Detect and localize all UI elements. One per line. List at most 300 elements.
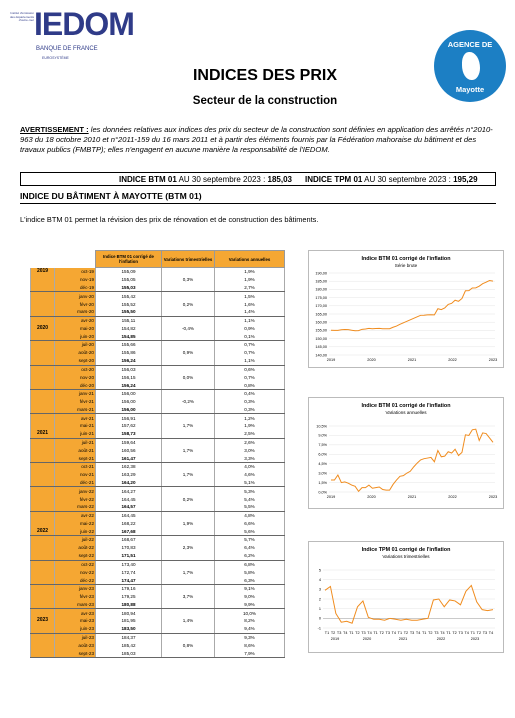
table-cell-month: nov-22 <box>55 568 96 576</box>
table-cell-value: 171,51 <box>96 552 162 560</box>
y-tick-label: 10,5% <box>316 424 327 429</box>
table-row <box>31 284 285 292</box>
table-cell-month: mai-23 <box>55 617 96 625</box>
table-cell-value: 156,24 <box>96 381 162 389</box>
table-row <box>31 373 285 381</box>
table-cell-quarterly: 2,3% <box>162 544 215 552</box>
table-cell-month: avr-22 <box>55 511 96 519</box>
table-cell-year: 2023 <box>31 617 55 625</box>
table-cell-value: 155,52 <box>96 300 162 308</box>
x-group-label: 2022 <box>436 637 446 641</box>
table-cell-annual: 1,9% <box>215 276 285 284</box>
table-cell-quarterly: 3,7% <box>162 593 215 601</box>
table-cell-year <box>31 341 55 349</box>
table-cell-year <box>31 316 55 324</box>
table-cell-annual: 5,6% <box>215 528 285 536</box>
y-tick-label: 7,5% <box>318 443 327 448</box>
table-row <box>31 617 285 625</box>
table-row <box>31 609 285 617</box>
table-cell-quarterly <box>162 284 215 292</box>
table-cell-year <box>31 552 55 560</box>
table-row <box>31 495 285 503</box>
table-cell-year <box>31 398 55 406</box>
table-cell-quarterly <box>162 463 215 471</box>
table-cell-annual: 5,8% <box>215 568 285 576</box>
table-row <box>31 544 285 552</box>
table-cell-value: 155,03 <box>96 284 162 292</box>
table-cell-month: mars-23 <box>55 601 96 609</box>
y-tick-label: 190,00 <box>315 271 327 276</box>
table-cell-quarterly <box>162 454 215 462</box>
warning-text <box>20 125 498 155</box>
x-tick-label: T2 <box>403 631 409 635</box>
x-tick-label: T4 <box>415 631 421 635</box>
table-cell-month: mai-21 <box>55 422 96 430</box>
table-row <box>31 438 285 446</box>
table-cell-annual: 5,7% <box>215 536 285 544</box>
table-cell-year: 2019 <box>31 268 55 276</box>
table-cell-annual: 1,5% <box>215 292 285 300</box>
table-row <box>31 463 285 471</box>
tpm-summary <box>305 175 478 184</box>
table-cell-value: 180,94 <box>96 609 162 617</box>
table-row <box>31 528 285 536</box>
x-tick-label: 2022 <box>448 495 457 499</box>
table-cell-year <box>31 544 55 552</box>
table-cell-month: juin-23 <box>55 625 96 633</box>
table-row <box>31 503 285 511</box>
x-tick-label: T4 <box>440 631 445 635</box>
table-row <box>31 357 285 365</box>
table-cell-month: sept-20 <box>55 357 96 365</box>
page-title: INDICES DES PRIX <box>192 67 338 84</box>
table-cell-month: juil-22 <box>55 536 96 544</box>
table-cell-value: 170,83 <box>96 544 162 552</box>
y-tick-label: 165,00 <box>315 312 327 317</box>
table-cell-year <box>31 292 55 300</box>
table-cell-year <box>31 333 55 341</box>
btm-date: AU 30 septembre 2023 : <box>176 175 268 184</box>
y-tick-label: 150,00 <box>315 336 327 341</box>
table-cell-annual: 1,9% <box>215 422 285 430</box>
chart-subtitle: Série brute <box>394 263 418 268</box>
table-row <box>31 276 285 284</box>
table-cell-year <box>31 454 55 462</box>
table-cell-quarterly <box>162 365 215 373</box>
chart-btm-raw <box>308 250 504 368</box>
table-cell-value: 168,67 <box>96 536 162 544</box>
table-cell-year <box>31 609 55 617</box>
chart-tpm-quarterly <box>308 541 504 653</box>
table-cell-quarterly <box>162 584 215 592</box>
table-cell-annual: 6,6% <box>215 519 285 527</box>
table-cell-value: 156,15 <box>96 373 162 381</box>
x-tick-label: 2019 <box>326 358 336 362</box>
table-cell-value: 155,11 <box>96 316 162 324</box>
table-cell-year <box>31 406 55 414</box>
table-cell-quarterly <box>162 487 215 495</box>
x-tick-label: T2 <box>476 631 482 635</box>
table-cell-year <box>31 625 55 633</box>
table-row <box>31 333 285 341</box>
x-tick-label: T4 <box>488 631 494 635</box>
table-cell-value: 155,86 <box>96 349 162 357</box>
x-tick-label: T2 <box>355 631 360 635</box>
warning-label: AVERTISSEMENT : <box>20 125 89 134</box>
table-cell-quarterly <box>162 633 215 641</box>
table-row <box>31 316 285 324</box>
table-cell-value: 179,25 <box>96 593 162 601</box>
table-cell-quarterly <box>162 649 215 657</box>
x-tick-label: T2 <box>379 631 384 635</box>
table-cell-value: 156,24 <box>96 357 162 365</box>
table-row <box>31 593 285 601</box>
table-cell-year <box>31 560 55 568</box>
table-row <box>31 300 285 308</box>
table-cell-annual: 4,8% <box>215 511 285 519</box>
table-cell-month: déc-22 <box>55 576 96 584</box>
y-tick-label: 170,00 <box>315 304 327 309</box>
table-cell-value: 155,66 <box>96 341 162 349</box>
table-row <box>31 454 285 462</box>
table-cell-annual: 9,4% <box>215 625 285 633</box>
table-cell-annual: 0,4% <box>215 389 285 397</box>
table-cell-quarterly <box>162 414 215 422</box>
x-group-label: 2021 <box>398 637 408 641</box>
table-row <box>31 576 285 584</box>
table-cell-value: 156,00 <box>96 406 162 414</box>
table-cell-annual: 9,1% <box>215 584 285 592</box>
table-cell-value: 154,85 <box>96 333 162 341</box>
table-cell-month: avr-20 <box>55 316 96 324</box>
table-cell-annual: 1,6% <box>215 300 285 308</box>
series-line <box>331 429 493 491</box>
y-tick-label: 160,00 <box>315 320 327 325</box>
table-cell-year <box>31 593 55 601</box>
table-row <box>31 422 285 430</box>
table-cell-month: juil-23 <box>55 633 96 641</box>
btm-value: 185,03 <box>267 175 292 184</box>
agence-line2: Mayotte <box>455 85 485 94</box>
table-cell-annual: 4,6% <box>215 471 285 479</box>
table-row <box>31 398 285 406</box>
table-cell-month: avr-23 <box>55 609 96 617</box>
table-cell-quarterly: 1,7% <box>162 422 215 430</box>
table-cell-year: 2020 <box>31 324 55 332</box>
table-cell-value: 160,56 <box>96 446 162 454</box>
table-row <box>31 324 285 332</box>
y-tick-label: 180,00 <box>315 287 327 292</box>
table-row <box>31 389 285 397</box>
table-cell-year: 2022 <box>31 528 55 536</box>
x-tick-label: 2023 <box>488 358 498 362</box>
table-cell-value: 173,40 <box>96 560 162 568</box>
x-tick-label: T2 <box>330 631 336 635</box>
table-cell-value: 179,16 <box>96 584 162 592</box>
table-cell-annual: 0,7% <box>215 349 285 357</box>
x-tick-label: 2022 <box>448 358 457 362</box>
x-tick-label: T1 <box>446 631 451 635</box>
table-cell-value: 164,27 <box>96 487 162 495</box>
table-cell-quarterly <box>162 438 215 446</box>
table-cell-value: 164,57 <box>96 503 162 511</box>
table-cell-annual: 9,9% <box>215 601 285 609</box>
x-tick-label: 2020 <box>367 358 376 362</box>
page-subtitle: Secteur de la construction <box>192 95 338 107</box>
x-tick-label: 2021 <box>407 495 417 499</box>
table-cell-quarterly: -0,4% <box>162 324 215 332</box>
table-cell-value: 164,45 <box>96 511 162 519</box>
table-cell-month: août-22 <box>55 544 96 552</box>
table-cell-quarterly <box>162 268 215 276</box>
table-cell-quarterly <box>162 292 215 300</box>
table-cell-year <box>31 519 55 527</box>
table-cell-value: 185,42 <box>96 641 162 649</box>
table-cell-quarterly <box>162 308 215 316</box>
table-row <box>31 308 285 316</box>
table-cell-value: 155,05 <box>96 276 162 284</box>
table-cell-month: mars-22 <box>55 503 96 511</box>
table-cell-quarterly <box>162 536 215 544</box>
table-cell-year <box>31 381 55 389</box>
table-row <box>31 349 285 357</box>
y-tick-label: 145,00 <box>315 345 327 350</box>
table-row <box>31 479 285 487</box>
table-cell-annual: 1,9% <box>215 268 285 276</box>
table-row <box>31 536 285 544</box>
table-cell-annual: 2,6% <box>215 438 285 446</box>
x-tick-label: T4 <box>464 631 469 635</box>
x-tick-label: T3 <box>385 631 390 635</box>
chart-btm-annual <box>308 397 504 509</box>
table-cell-month: févr-20 <box>55 300 96 308</box>
table-cell-year <box>31 357 55 365</box>
x-tick-label: T2 <box>428 631 433 635</box>
y-tick-label: 3,0% <box>318 471 327 476</box>
table-row <box>31 560 285 568</box>
table-cell-year <box>31 536 55 544</box>
table-cell-month: nov-21 <box>55 471 96 479</box>
btm-summary <box>119 175 292 184</box>
table-cell-month: juin-20 <box>55 333 96 341</box>
logo-bdf: BANQUE DE FRANCE <box>36 46 98 52</box>
table-cell-value: 163,29 <box>96 471 162 479</box>
table-cell-value: 168,22 <box>96 519 162 527</box>
table-cell-annual: 3,0% <box>215 446 285 454</box>
table-cell-month: mai-20 <box>55 324 96 332</box>
table-cell-year <box>31 495 55 503</box>
table-cell-month: déc-21 <box>55 479 96 487</box>
table-cell-year <box>31 414 55 422</box>
table-row <box>31 649 285 657</box>
table-cell-year <box>31 308 55 316</box>
table-row <box>31 584 285 592</box>
table-cell-quarterly <box>162 511 215 519</box>
table-cell-year <box>31 422 55 430</box>
table-cell-value: 157,62 <box>96 422 162 430</box>
table-cell-value: 164,45 <box>96 495 162 503</box>
table-cell-quarterly: 0,2% <box>162 495 215 503</box>
table-cell-quarterly: 1,7% <box>162 471 215 479</box>
table-cell-quarterly <box>162 406 215 414</box>
table-cell-quarterly <box>162 357 215 365</box>
x-tick-label: 2019 <box>326 495 336 499</box>
chart-title: Indice TPM 01 corrigé de l'inflation <box>361 547 451 553</box>
table-cell-quarterly: 1,7% <box>162 446 215 454</box>
table-cell-month: juin-22 <box>55 528 96 536</box>
chart-title: Indice BTM 01 corrigé de l'inflation <box>361 256 451 262</box>
table-cell-quarterly: 1,7% <box>162 568 215 576</box>
table-cell-quarterly: 1,9% <box>162 519 215 527</box>
x-tick-label: 2021 <box>407 358 417 362</box>
table-cell-month: janv-23 <box>55 584 96 592</box>
table-header-cell: Variations trimestrielles <box>162 251 215 268</box>
series-line <box>325 585 493 623</box>
table-cell-value: 155,09 <box>96 268 162 276</box>
table-cell-annual: 10,0% <box>215 609 285 617</box>
table-row <box>31 641 285 649</box>
table-cell-year <box>31 349 55 357</box>
table-cell-quarterly <box>162 625 215 633</box>
table-cell-year <box>31 389 55 397</box>
y-tick-label: -1 <box>317 626 321 631</box>
table-cell-annual: 0,1% <box>215 333 285 341</box>
chart-subtitle: Variations annuelles <box>385 410 427 415</box>
table-cell-year <box>31 446 55 454</box>
table-cell-year <box>31 471 55 479</box>
table-cell-year <box>31 641 55 649</box>
table-cell-annual: 1,2% <box>215 414 285 422</box>
table-cell-quarterly <box>162 503 215 511</box>
table-cell-value: 167,68 <box>96 528 162 536</box>
table-cell-quarterly: 0,9% <box>162 349 215 357</box>
table-cell-month: oct-21 <box>55 463 96 471</box>
x-tick-label: T4 <box>343 631 348 635</box>
table-cell-year <box>31 438 55 446</box>
table-row <box>31 487 285 495</box>
logo-tagline: Institut d'émission des départements d'outre-mer <box>9 11 34 23</box>
table-cell-annual: 8,2% <box>215 617 285 625</box>
section-title: INDICE DU BÂTIMENT À MAYOTTE (BTM 01) <box>20 191 496 204</box>
table-cell-month: mars-21 <box>55 406 96 414</box>
table-header-cell <box>31 251 55 268</box>
table-cell-quarterly <box>162 389 215 397</box>
chart-svg <box>309 542 503 652</box>
table-cell-month: févr-21 <box>55 398 96 406</box>
x-group-label: 2023 <box>470 637 480 641</box>
table-cell-year <box>31 479 55 487</box>
table-cell-month: juil-21 <box>55 438 96 446</box>
table-header-cell <box>55 251 96 268</box>
table-cell-year <box>31 487 55 495</box>
table-row <box>31 471 285 479</box>
table-cell-annual: 5,3% <box>215 487 285 495</box>
table-cell-month: janv-22 <box>55 487 96 495</box>
table-cell-annual: 6,2% <box>215 552 285 560</box>
table-cell-annual: 0,3% <box>215 406 285 414</box>
table-cell-annual: 1,1% <box>215 357 285 365</box>
y-tick-label: 155,00 <box>315 328 327 333</box>
table-cell-value: 162,38 <box>96 463 162 471</box>
iedom-logo <box>6 4 134 62</box>
table-cell-value: 155,50 <box>96 308 162 316</box>
table-cell-month: janv-21 <box>55 389 96 397</box>
table-cell-year <box>31 584 55 592</box>
table-cell-value: 156,00 <box>96 389 162 397</box>
table-cell-year <box>31 649 55 657</box>
table-cell-month: juin-21 <box>55 430 96 438</box>
table-cell-month: sept-23 <box>55 649 96 657</box>
x-tick-label: T3 <box>458 631 463 635</box>
x-tick-label: T1 <box>373 631 378 635</box>
y-tick-label: 185,00 <box>315 279 327 284</box>
y-tick-label: 3 <box>318 587 321 592</box>
table-cell-annual: 5,5% <box>215 503 285 511</box>
table-cell-month: août-20 <box>55 349 96 357</box>
x-tick-label: T1 <box>470 631 475 635</box>
y-tick-label: 1,5% <box>318 480 327 485</box>
table-cell-quarterly <box>162 601 215 609</box>
tpm-date: AU 30 septembre 2023 : <box>362 175 454 184</box>
table-row <box>31 552 285 560</box>
table-cell-quarterly <box>162 479 215 487</box>
table-cell-annual: 9,3% <box>215 633 285 641</box>
table-cell-annual: 0,7% <box>215 373 285 381</box>
table-cell-month: mai-22 <box>55 519 96 527</box>
table-cell-month: oct-20 <box>55 365 96 373</box>
table-cell-year <box>31 576 55 584</box>
y-tick-label: 4,5% <box>318 462 327 467</box>
table-cell-value: 172,74 <box>96 568 162 576</box>
table-row <box>31 511 285 519</box>
table-cell-value: 156,00 <box>96 398 162 406</box>
table-cell-annual: 5,4% <box>215 495 285 503</box>
table-cell-quarterly: 0,0% <box>162 373 215 381</box>
table-cell-year <box>31 503 55 511</box>
table-cell-month: déc-19 <box>55 284 96 292</box>
table-cell-year <box>31 568 55 576</box>
table-cell-month: août-21 <box>55 446 96 454</box>
table-cell-month: oct-22 <box>55 560 96 568</box>
table-cell-value: 156,91 <box>96 414 162 422</box>
table-cell-value: 174,47 <box>96 576 162 584</box>
table-cell-value: 184,37 <box>96 633 162 641</box>
table-row <box>31 446 285 454</box>
table-cell-value: 159,64 <box>96 438 162 446</box>
btm-data-table <box>30 250 285 658</box>
warning-body: les données relatives aux indices des prix du secteur de la construction sont définies en application des arrêtés n°2010-963 du 18 octobre 2010 et n°2011-159 du 16 mars 2011 et à partir des éléments fournis par la Fédération mahoraise du bâtiment et des travaux publics (FMBTP); elles n'engagent en aucune manière la responsabilité de l'IEDOM. <box>20 125 493 154</box>
y-tick-label: 140,00 <box>315 353 327 358</box>
x-tick-label: 2020 <box>367 495 376 499</box>
x-tick-label: T3 <box>434 631 439 635</box>
table-cell-annual: 2,5% <box>215 430 285 438</box>
table-cell-quarterly <box>162 430 215 438</box>
table-cell-annual: 2,7% <box>215 284 285 292</box>
table-row <box>31 381 285 389</box>
table-cell-year <box>31 300 55 308</box>
table-header-cell: Variations annuelles <box>215 251 285 268</box>
table-cell-value: 183,50 <box>96 625 162 633</box>
table-cell-annual: 7,9% <box>215 649 285 657</box>
table-cell-year <box>31 276 55 284</box>
table-header-row <box>31 251 285 268</box>
table-cell-quarterly: 0,2% <box>162 300 215 308</box>
table-cell-value: 185,03 <box>96 649 162 657</box>
table-cell-value: 158,73 <box>96 430 162 438</box>
table-cell-month: nov-19 <box>55 276 96 284</box>
table-cell-value: 155,42 <box>96 292 162 300</box>
table-row <box>31 430 285 438</box>
